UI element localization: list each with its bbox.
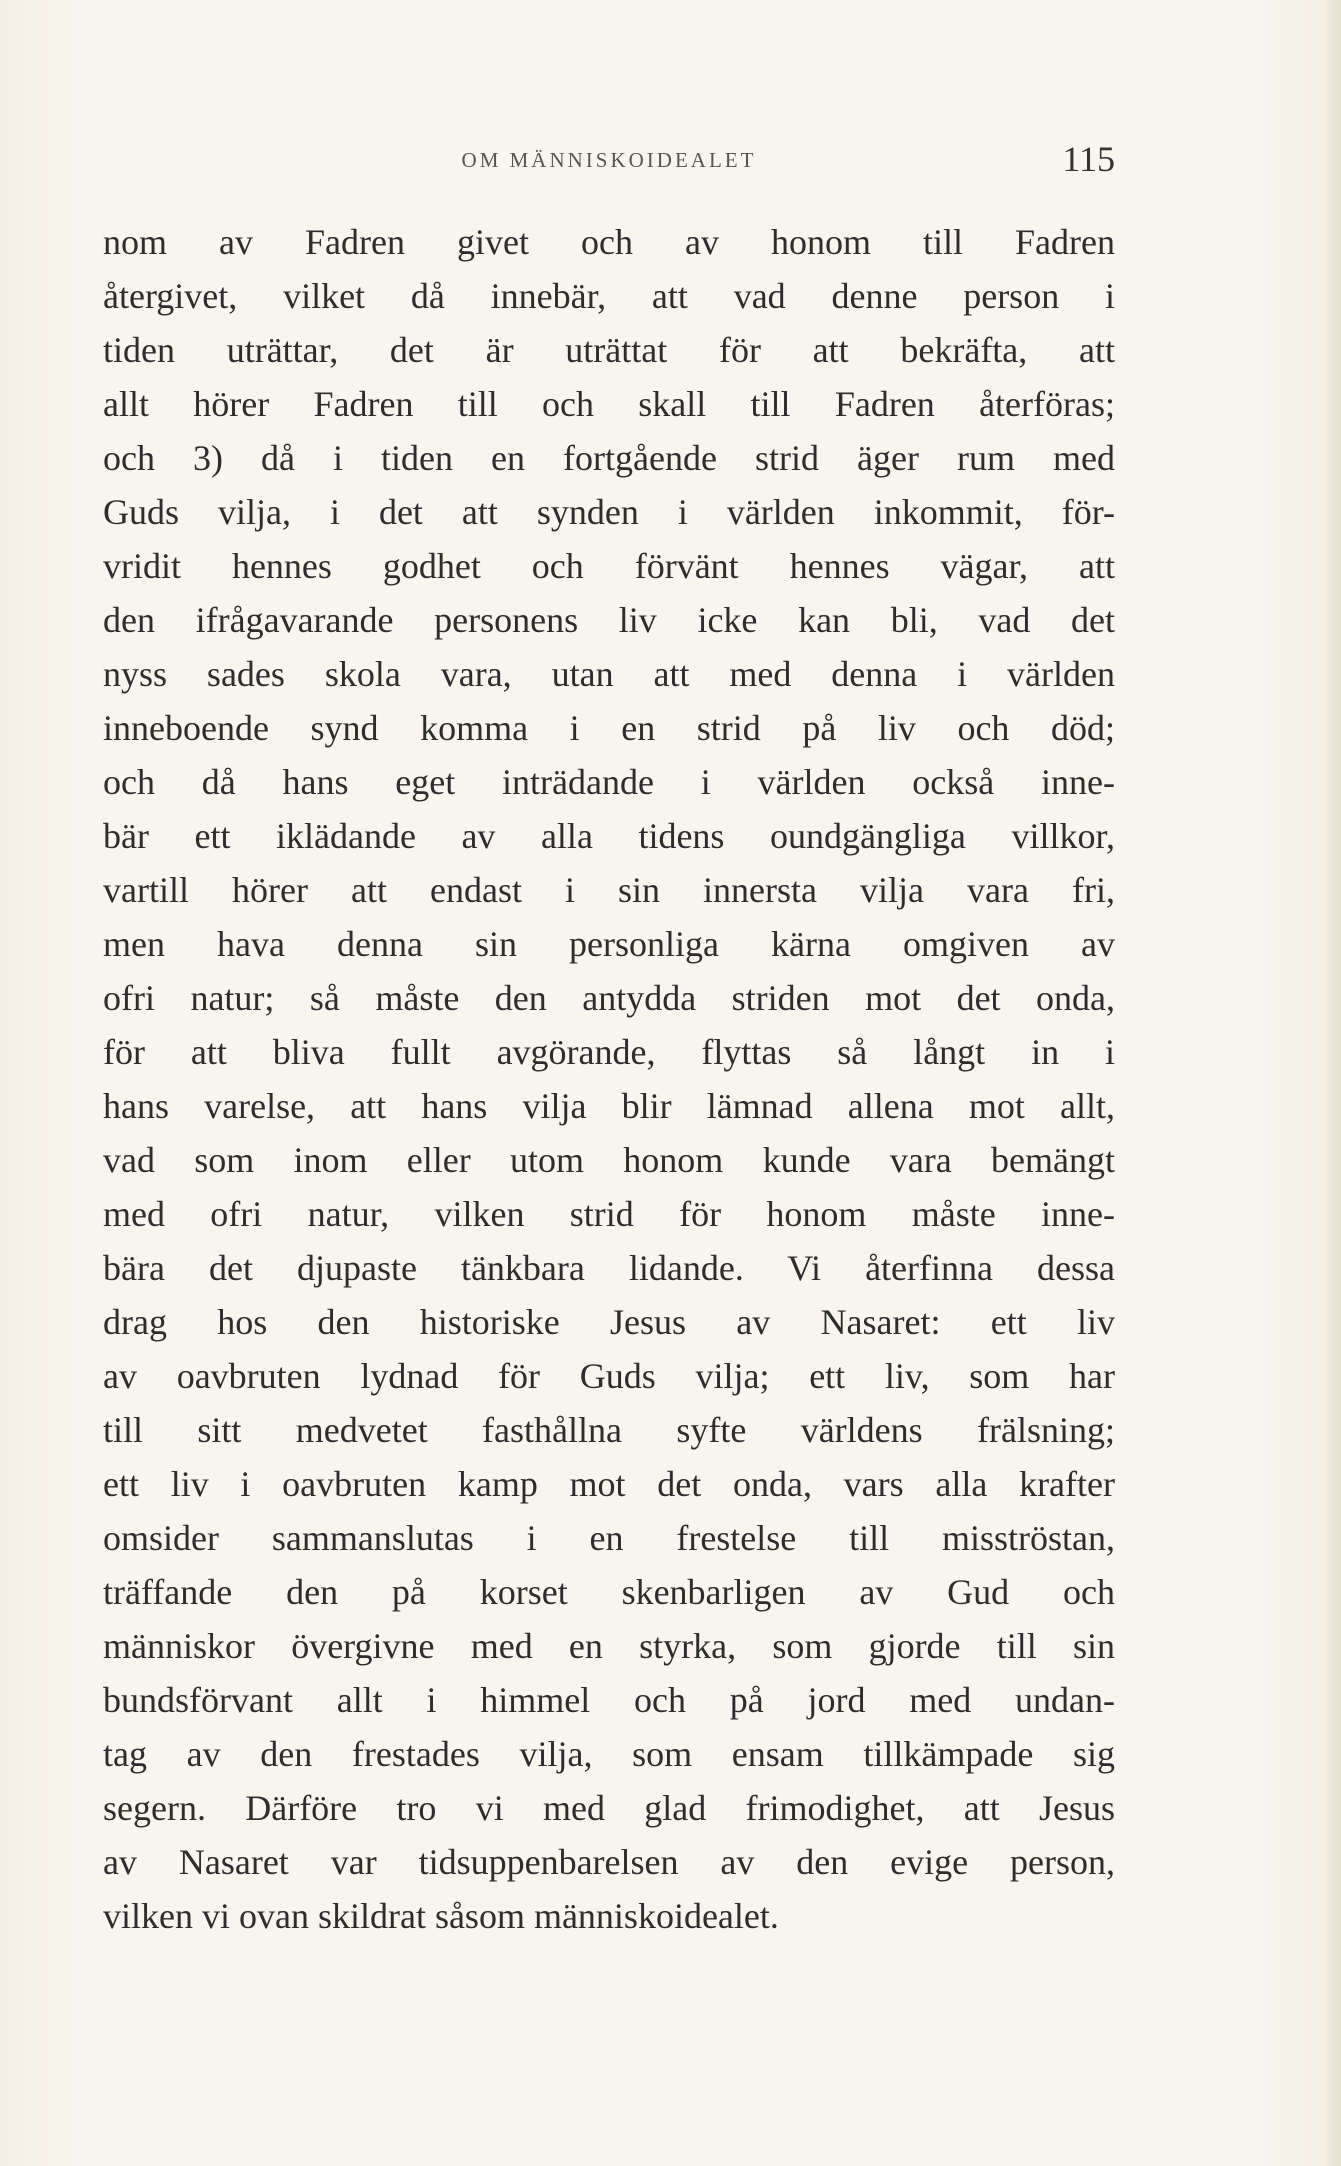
text-line: bära det djupaste tänkbara lidande. Vi återfinna dessa	[103, 1248, 1115, 1288]
text-line: av Nasaret var tidsuppenbarelsen av den evige person,	[103, 1842, 1115, 1882]
text-line: för att bliva fullt avgörande, flyttas så långt in i	[103, 1032, 1115, 1072]
text-line: inneboende synd komma i en strid på liv och död;	[103, 708, 1115, 748]
text-line: tiden uträttar, det är uträttat för att bekräfta, att	[103, 330, 1115, 370]
text-line: nom av Fadren givet och av honom till Fadren	[103, 222, 1115, 262]
text-line: den ifrågavarande personens liv icke kan bli, vad det	[103, 600, 1115, 640]
text-line: och då hans eget inträdande i världen också inne-	[103, 762, 1115, 802]
text-line: till sitt medvetet fasthållna syfte världens frälsning;	[103, 1410, 1115, 1450]
page-edge	[1327, 0, 1341, 2166]
text-line: hans varelse, att hans vilja blir lämnad allena mot allt,	[103, 1086, 1115, 1126]
text-line: bär ett iklädande av alla tidens oundgängliga villkor,	[103, 816, 1115, 856]
text-line: människor övergivne med en styrka, som gjorde till sin	[103, 1626, 1115, 1666]
text-line: omsider sammanslutas i en frestelse till misströstan,	[103, 1518, 1115, 1558]
text-line: nyss sades skola vara, utan att med denna i världen	[103, 654, 1115, 694]
text-line: av oavbruten lydnad för Guds vilja; ett liv, som har	[103, 1356, 1115, 1396]
text-line: vilken vi ovan skildrat såsom människoidealet.	[103, 1896, 779, 1936]
text-line: med ofri natur, vilken strid för honom måste inne-	[103, 1194, 1115, 1234]
running-title: OM MÄNNISKOIDEALET	[461, 148, 757, 172]
text-line: tag av den frestades vilja, som ensam tillkämpade sig	[103, 1734, 1115, 1774]
text-line: ofri natur; så måste den antydda striden mot det onda,	[103, 978, 1115, 1018]
text-line: vad som inom eller utom honom kunde vara bemängt	[103, 1140, 1115, 1180]
text-line: segern. Därföre tro vi med glad frimodighet, att Jesus	[103, 1788, 1115, 1828]
body-text	[103, 215, 1115, 1943]
text-line: ett liv i oavbruten kamp mot det onda, vars alla krafter	[103, 1464, 1115, 1504]
text-line: vartill hörer att endast i sin innersta vilja vara fri,	[103, 870, 1115, 910]
page-number: 115	[1062, 139, 1115, 179]
text-line: Guds vilja, i det att synden i världen inkommit, för-	[103, 492, 1115, 532]
text-line: bundsförvant allt i himmel och på jord med undan-	[103, 1680, 1115, 1720]
running-head	[103, 138, 1115, 188]
text-line: allt hörer Fadren till och skall till Fadren återföras;	[103, 384, 1115, 424]
text-line: återgivet, vilket då innebär, att vad denne person i	[103, 276, 1115, 316]
text-line: men hava denna sin personliga kärna omgiven av	[103, 924, 1115, 964]
text-line: och 3) då i tiden en fortgående strid äger rum med	[103, 438, 1115, 478]
text-line: drag hos den historiske Jesus av Nasaret: ett liv	[103, 1302, 1115, 1342]
text-line: vridit hennes godhet och förvänt hennes vägar, att	[103, 546, 1115, 586]
text-line: träffande den på korset skenbarligen av Gud och	[103, 1572, 1115, 1612]
